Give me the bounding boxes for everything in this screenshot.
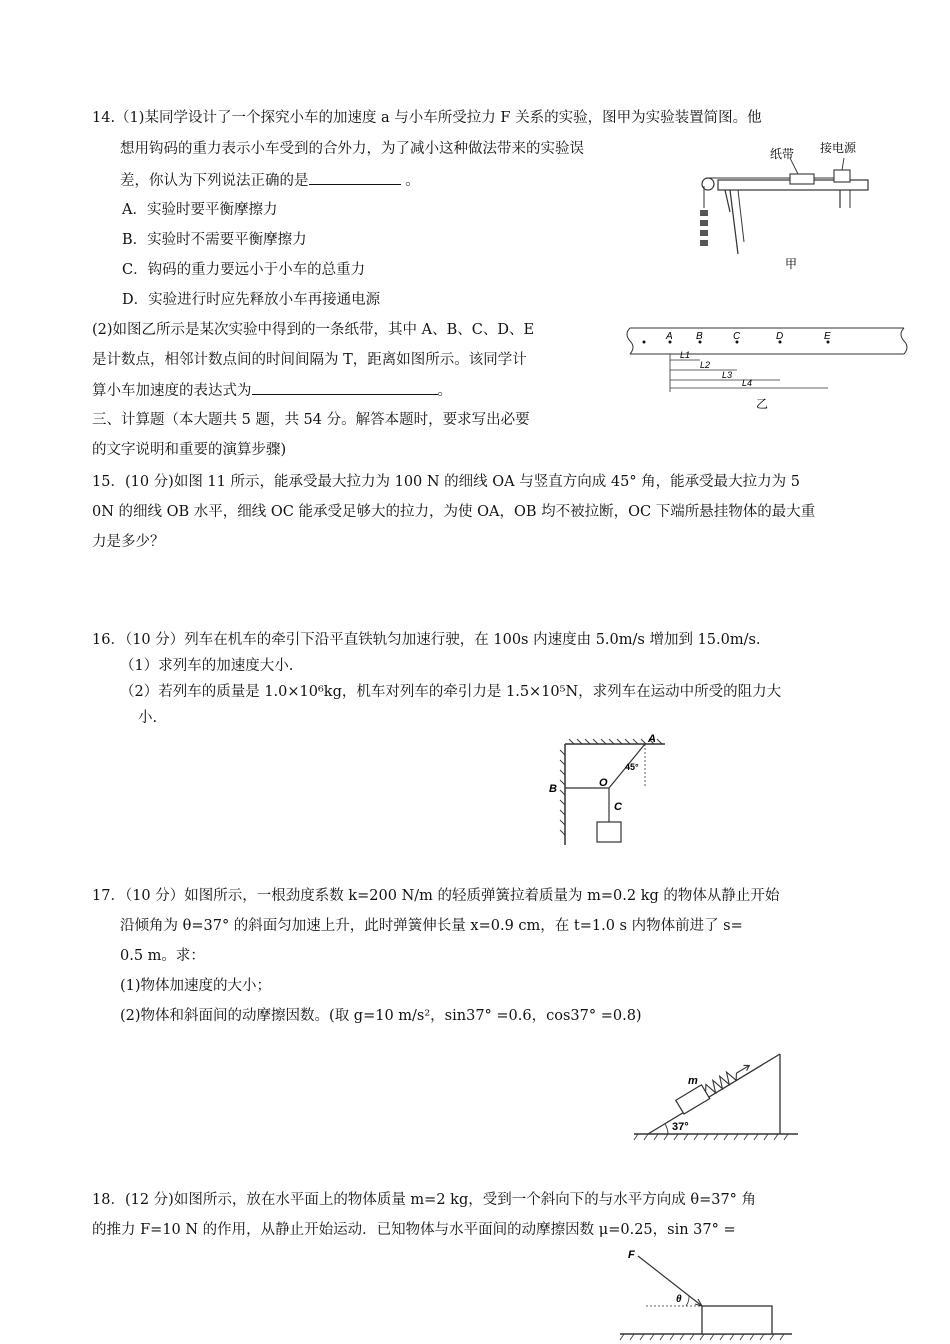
q14-part2-line-3-end: 。 — [437, 383, 452, 399]
q14-line-3-end: 。 — [405, 173, 420, 189]
q17-line-1: 17．（10 分）如图所示，一根劲度系数 k=200 N/m 的轻质弹簧拉着质量为 m=0.2 kg 的物体从静止开始 — [92, 888, 780, 904]
q14-part2-line-2: 是计数点，相邻计数点间的时间间隔为 T，距离如图所示。该同学计 — [92, 352, 527, 368]
q17-line-4: (1)物体加速度的大小； — [120, 978, 272, 994]
q14-option-a: A．实验时要平衡摩擦力 — [122, 202, 278, 218]
label-power: 接电源 — [820, 141, 857, 155]
section-3-note: 的文字说明和重要的演算步骤) — [92, 442, 287, 458]
q14-option-c: C．钩码的重力要远小于小车的总重力 — [122, 262, 366, 278]
point-b: B — [696, 331, 703, 342]
q14-line-3-text: 差，你认为下列说法正确的是 — [120, 173, 309, 189]
q15-line-1: 15．(10 分)如图 11 所示，能承受最大拉力为 100 N 的细线 OA 与竖直方向成 45° 角，能承受最大拉力为 5 — [92, 474, 801, 490]
label-tape: 纸带 — [770, 147, 795, 161]
label-angle-45: 45° — [625, 762, 639, 772]
label-o: O — [599, 777, 608, 789]
dim-l1: L1 — [680, 350, 691, 360]
q15-line-2: 0N 的细线 OB 水平，细线 OC 能承受足够大的拉力，为使 OA，OB 均不被拉断，OC 下端所悬挂物体的最大重 — [92, 504, 816, 520]
q18-line-1: 18．(12 分)如图所示，放在水平面上的物体质量 m=2 kg，受到一个斜向下的与水平方向成 θ=37° 角 — [92, 1192, 757, 1208]
q18-line-2: 的推力 F=10 N 的作用，从静止开始运动．已知物体与水平面间的动摩擦因数 μ=0.25，sin 37° = — [92, 1222, 736, 1238]
q14-part2-line-3 — [92, 380, 452, 401]
q14-part2-line-1: (2)如图乙所示是某次实验中得到的一条纸带，其中 A、B、C、D、E — [92, 322, 535, 338]
block-m — [676, 1085, 710, 1114]
timer-icon — [834, 170, 850, 182]
dim-l4: L4 — [742, 378, 753, 388]
label-angle-37: 37° — [672, 1121, 689, 1133]
q14-line-3 — [120, 170, 420, 191]
figure-q18-push — [616, 1246, 796, 1344]
figure-jia-apparatus — [690, 142, 880, 272]
block-box — [702, 1306, 772, 1334]
figure-q15-strings — [545, 730, 675, 855]
q16-line-2: （1）求列车的加速度大小. — [120, 658, 294, 674]
cart-icon — [790, 174, 814, 184]
point-e: E — [824, 331, 831, 342]
q16-line-1: 16．（10 分）列车在机车的牵引下沿平直铁轨匀加速行驶，在 100s 内速度由 5.0m/s 增加到 15.0m/s. — [92, 632, 761, 648]
q14-option-d: D．实验进行时应先释放小车再接通电源 — [122, 292, 381, 308]
hanging-mass — [597, 822, 621, 842]
answer-blank-14-2[interactable] — [252, 380, 438, 395]
label-theta: θ — [676, 1294, 682, 1305]
point-d: D — [776, 331, 784, 342]
label-a: A — [648, 733, 656, 745]
label-c: C — [614, 801, 622, 813]
dim-l2: L2 — [700, 360, 711, 370]
figure-yi-tape — [622, 322, 912, 414]
label-m: m — [688, 1075, 698, 1087]
figure-q17-incline — [632, 1050, 802, 1145]
point-a: A — [666, 331, 673, 342]
q17-line-5: (2)物体和斜面间的动摩擦因数。(取 g=10 m/s²，sin37° =0.6，cos37° =0.8) — [120, 1008, 642, 1024]
q14-line-1: 14.（1)某同学设计了一个探究小车的加速度 a 与小车所受拉力 F 关系的实验，图甲为实验装置简图。他 — [92, 110, 762, 126]
section-3-title: 三、计算题（本大题共 5 题，共 54 分。解答本题时，要求写出必要 — [92, 412, 530, 428]
point-c: C — [733, 331, 741, 342]
q17-line-3: 0.5 m。求： — [120, 948, 205, 964]
q14-line-2: 想用钩码的重力表示小车受到的合外力，为了减小这种做法带来的实验误 — [120, 141, 584, 157]
answer-blank-14-1[interactable] — [309, 170, 401, 185]
caption-jia: 甲 — [785, 257, 798, 271]
q16-line-4: 小. — [138, 710, 158, 726]
label-b: B — [549, 783, 557, 795]
q14-part2-line-3-text: 算小车加速度的表达式为 — [92, 383, 252, 399]
q17-line-2: 沿倾角为 θ=37° 的斜面匀加速上升，此时弹簧伸长量 x=0.9 cm，在 t=1.0 s 内物体前进了 s= — [120, 918, 743, 934]
q15-line-3: 力是多少？ — [92, 534, 165, 550]
dim-l3: L3 — [722, 370, 733, 380]
q16-line-3: （2）若列车的质量是 1.0×10⁶kg，机车对列车的牵引力是 1.5×10⁵N，求列车在运动中所受的阻力大 — [120, 684, 782, 700]
caption-yi: 乙 — [756, 397, 769, 411]
q14-option-b: B．实验时不需要平衡摩擦力 — [122, 232, 307, 248]
label-f: F — [628, 1249, 635, 1261]
